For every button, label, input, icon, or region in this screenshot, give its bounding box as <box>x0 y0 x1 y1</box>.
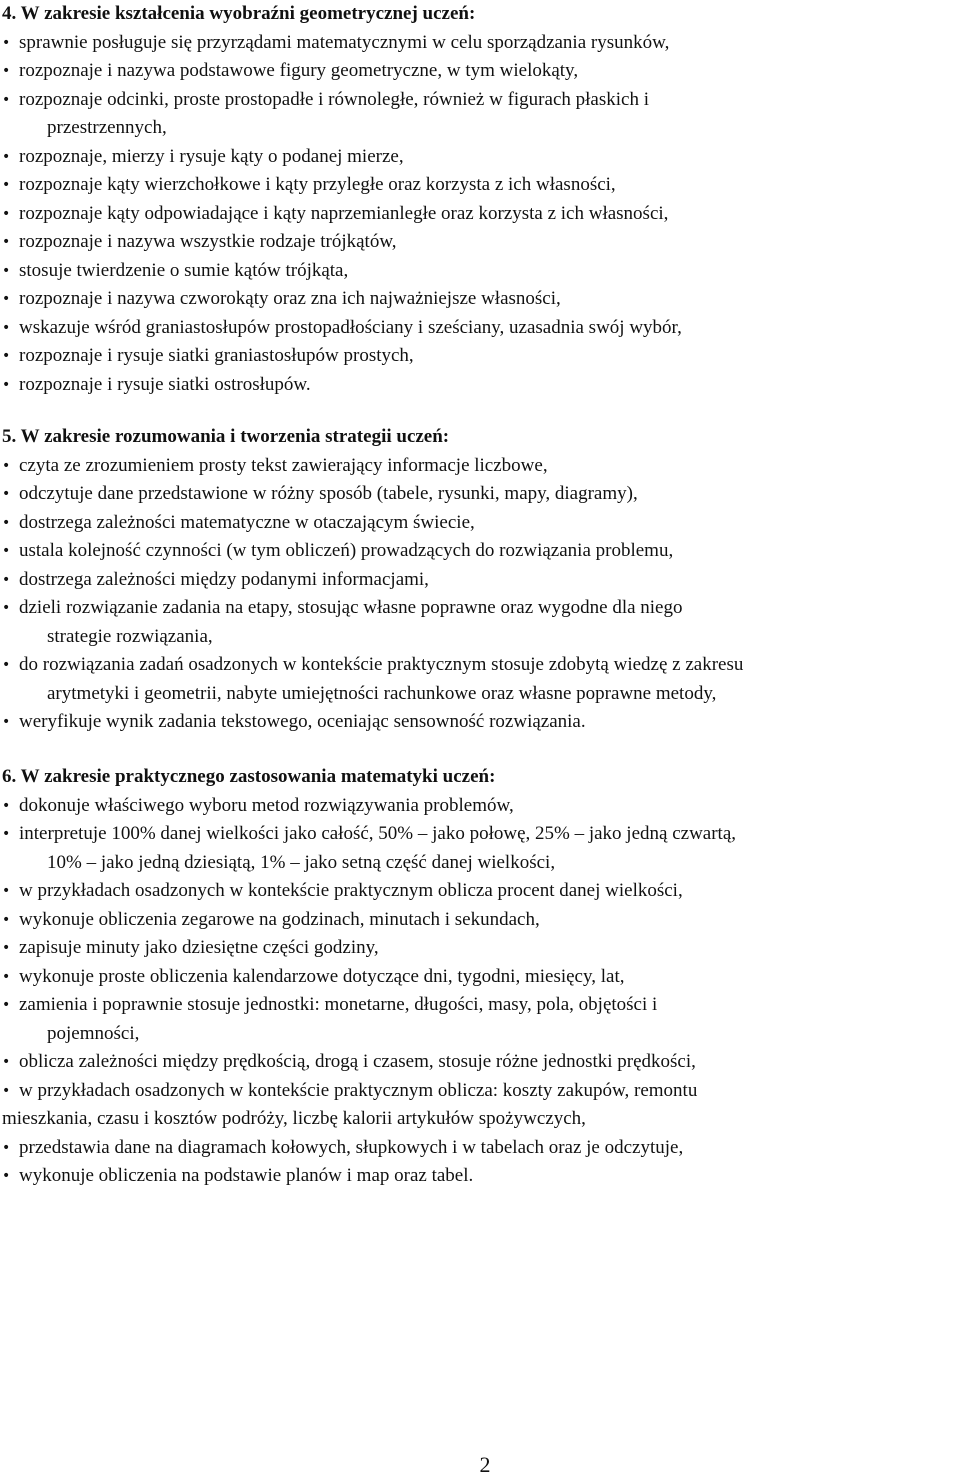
list-item <box>2 1162 958 1191</box>
list-item <box>2 906 958 935</box>
bullet-icon: • <box>2 177 11 193</box>
list-item <box>2 257 958 286</box>
bullet-icon: • <box>2 457 11 474</box>
list-item-text: oblicza zależności między prędkością, drogą i czasem, stosuje różne jednostki prędkości, <box>19 1051 696 1072</box>
bullet-icon: • <box>2 600 11 616</box>
section-reasoning-strategies <box>2 423 958 737</box>
list-item <box>2 877 958 906</box>
list-item <box>2 1134 958 1163</box>
list-item <box>2 480 958 509</box>
bullet-icon: • <box>2 514 11 531</box>
bullet-icon: • <box>2 63 11 79</box>
bullet-icon: • <box>2 348 11 364</box>
list-item <box>2 594 958 651</box>
list-item-text: rozpoznaje kąty odpowiadające i kąty naprzemianległe oraz korzysta z ich własności, <box>19 202 669 224</box>
list-item-text: rozpoznaje i rysuje siatki graniastosłupów prostych, <box>19 345 414 366</box>
list-item <box>2 200 958 229</box>
list-item-text: mieszkania, czasu i kosztów podróży, liczbę kalorii artykułów spożywczych, <box>2 1108 586 1129</box>
list-item-text: do rozwiązania zadań osadzonych w kontekście praktycznym stosuje zdobytą wiedzę z zakresu <box>19 654 744 675</box>
bullet-icon: • <box>2 911 11 928</box>
list-item <box>2 934 958 963</box>
bullet-icon: • <box>2 1168 11 1184</box>
bullet-icon: • <box>2 1082 11 1099</box>
list-item <box>2 708 958 737</box>
bullet-list <box>2 29 958 400</box>
bullet-icon: • <box>2 376 11 393</box>
bullet-icon: • <box>2 319 11 336</box>
list-item-text: wykonuje proste obliczenia kalendarzowe dotyczące dni, tygodni, miesięcy, lat, <box>19 965 625 987</box>
list-item-text: odczytuje dane przedstawione w różny sposób (tabele, rysunki, mapy, diagramy), <box>19 483 638 504</box>
bullet-icon: • <box>2 997 11 1013</box>
list-item-text: rozpoznaje odcinki, proste prostopadłe i równoległe, również w figurach płaskich i <box>19 88 649 110</box>
bullet-icon: • <box>2 205 11 222</box>
list-item-text: rozpoznaje i nazywa podstawowe figury geometryczne, w tym wielokąty, <box>19 60 579 81</box>
list-item-text: rozpoznaje i nazywa czworokąty oraz zna ich najważniejsze własności, <box>19 288 561 309</box>
list-item-text: wykonuje obliczenia na podstawie planów i map oraz tabel. <box>19 1165 474 1186</box>
bullet-list <box>2 792 958 1191</box>
bullet-icon: • <box>2 797 11 814</box>
bullet-icon: • <box>2 262 11 279</box>
bullet-icon: • <box>2 826 11 842</box>
list-item <box>2 29 958 58</box>
list-item-text: przedstawia dane na diagramach kołowych, słupkowych i w tabelach oraz je odczytuje, <box>19 1136 684 1158</box>
list-item <box>2 452 958 481</box>
list-item <box>2 57 958 86</box>
list-item <box>2 171 958 200</box>
section-geometric-imagination <box>2 0 958 399</box>
bullet-icon: • <box>2 486 11 502</box>
list-item-text: dostrzega zależności matematyczne w otaczającym świecie, <box>19 511 475 533</box>
list-item <box>2 566 958 595</box>
bullet-icon: • <box>2 34 11 51</box>
list-item <box>2 820 958 877</box>
section-heading: 6. W zakresie praktycznego zastosowania matematyki uczeń: <box>2 766 496 787</box>
bullet-icon: • <box>2 543 11 559</box>
bullet-icon: • <box>2 234 11 250</box>
bullet-icon: • <box>2 148 11 165</box>
list-item-text: dzieli rozwiązanie zadania na etapy, stosując własne poprawne oraz wygodne dla niego <box>19 597 683 618</box>
section-heading: 5. W zakresie rozumowania i tworzenia strategii uczeń: <box>2 426 450 447</box>
bullet-icon: • <box>2 1054 11 1070</box>
list-item-text: sprawnie posługuje się przyrządami matematycznymi w celu sporządzania rysunków, <box>19 31 670 53</box>
list-item-text: strategie rozwiązania, <box>47 625 213 647</box>
bullet-icon: • <box>2 291 11 307</box>
list-item-text: rozpoznaje kąty wierzchołkowe i kąty przyległe oraz korzysta z ich własności, <box>19 174 616 195</box>
list-item <box>2 285 958 314</box>
list-item <box>2 228 958 257</box>
list-item <box>2 86 958 143</box>
list-item-text: wskazuje wśród graniastosłupów prostopadłościany i sześciany, uzasadnia swój wybór, <box>19 316 682 338</box>
page-number: 2 <box>479 1452 491 1477</box>
bullet-list <box>2 452 958 737</box>
list-item-text: 10% – jako jedną dziesiątą, 1% – jako setną część danej wielkości, <box>47 851 556 873</box>
list-item <box>2 1048 958 1077</box>
list-item-text: w przykładach osadzonych w kontekście praktycznym oblicza procent danej wielkości, <box>19 880 683 901</box>
list-item-text: dostrzega zależności między podanymi informacjami, <box>19 568 429 590</box>
list-item-text: przestrzennych, <box>47 117 167 138</box>
bullet-icon: • <box>2 714 11 730</box>
list-item-text: interpretuje 100% danej wielkości jako całość, 50% – jako połowę, 25% – jako jedną czwartą, <box>19 823 737 844</box>
list-item <box>2 314 958 343</box>
list-item-text: weryfikuje wynik zadania tekstowego, oceniając sensowność rozwiązania. <box>19 711 586 732</box>
list-item <box>2 1077 958 1134</box>
bullet-icon: • <box>2 883 11 899</box>
list-item-text: czyta ze zrozumieniem prosty tekst zawierający informacje liczbowe, <box>19 454 548 476</box>
list-item-text: zapisuje minuty jako dziesiętne części godziny, <box>19 937 379 958</box>
list-item <box>2 651 958 708</box>
list-item <box>2 537 958 566</box>
list-item-text: w przykładach osadzonych w kontekście praktycznym oblicza: koszty zakupów, remontu <box>19 1079 698 1101</box>
list-item-text: arytmetyki i geometrii, nabyte umiejętności rachunkowe oraz własne poprawne metody, <box>47 682 717 704</box>
list-item <box>2 792 958 821</box>
list-item-text: zamienia i poprawnie stosuje jednostki: monetarne, długości, masy, pola, objętości i <box>19 994 658 1015</box>
bullet-icon: • <box>2 1139 11 1156</box>
list-item-text: dokonuje właściwego wyboru metod rozwiązywania problemów, <box>19 794 514 816</box>
list-item <box>2 509 958 538</box>
list-item-text: ustala kolejność czynności (w tym obliczeń) prowadzących do rozwiązania problemu, <box>19 540 674 561</box>
list-item <box>2 963 958 992</box>
bullet-icon: • <box>2 968 11 985</box>
list-item-text: stosuje twierdzenie o sumie kątów trójkąta, <box>19 259 349 281</box>
list-item <box>2 991 958 1048</box>
bullet-icon: • <box>2 91 11 108</box>
bullet-icon: • <box>2 571 11 588</box>
list-item <box>2 143 958 172</box>
list-item <box>2 371 958 400</box>
section-practical-application <box>2 763 958 1191</box>
bullet-icon: • <box>2 657 11 673</box>
bullet-icon: • <box>2 940 11 956</box>
list-item <box>2 342 958 371</box>
section-heading: 4. W zakresie kształcenia wyobraźni geometrycznej uczeń: <box>2 3 476 24</box>
list-item-text: rozpoznaje i rysuje siatki ostrosłupów. <box>19 373 311 395</box>
list-item-text: rozpoznaje, mierzy i rysuje kąty o podanej mierze, <box>19 145 404 167</box>
list-item-text: pojemności, <box>47 1022 140 1044</box>
list-item-text: wykonuje obliczenia zegarowe na godzinach, minutach i sekundach, <box>19 908 540 930</box>
list-item-text: rozpoznaje i nazywa wszystkie rodzaje trójkątów, <box>19 231 397 252</box>
